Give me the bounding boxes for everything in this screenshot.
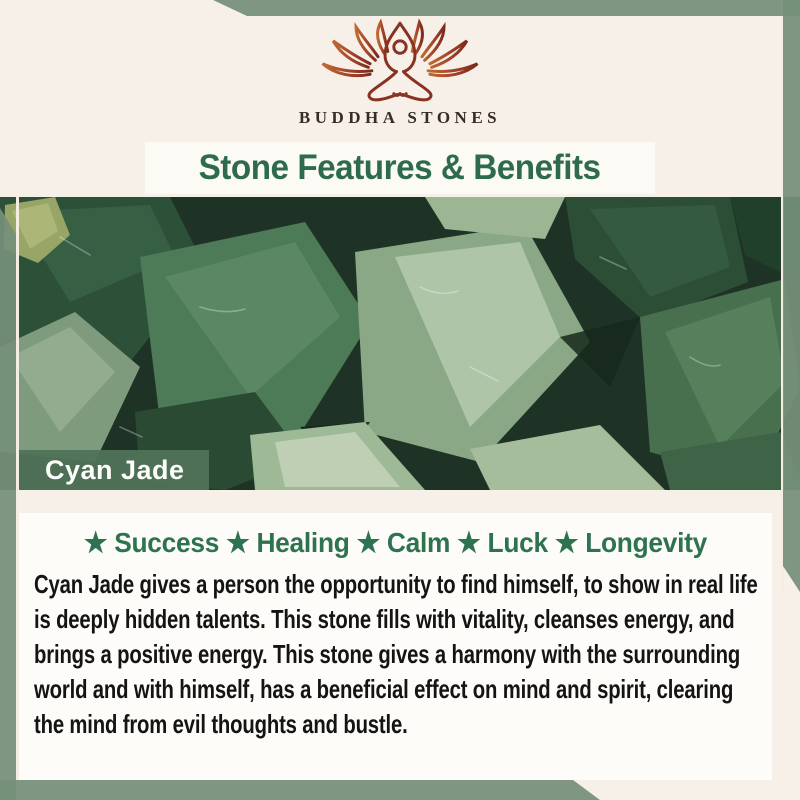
lotus-meditation-icon [305, 18, 495, 106]
content-panel [18, 513, 772, 780]
frame-right-bar [783, 0, 800, 592]
title-banner [145, 142, 655, 194]
brand-logo [0, 18, 800, 128]
photo-caption-badge [18, 450, 209, 490]
frame-top-bar [213, 0, 800, 16]
frame-bottom-bar [0, 780, 600, 800]
brand-name: BUDDHA STONES [298, 108, 502, 127]
frame-left-bar [0, 208, 16, 800]
frame-left-gap-line [16, 197, 19, 780]
page-title: Stone Features & Benefits [199, 148, 601, 187]
photo-caption: Cyan Jade [45, 454, 185, 485]
benefits-line [18, 526, 772, 559]
description-paragraph: Cyan Jade gives a person the opportunity to find himself, to show in real life is deeply hidden talents. This stone fills with vitality, cleanses energy, and brings a positive energy. This stone gives a harmony with the surrounding world and with himself, has a beneficial effect on mind and spirit, clearing the mind from evil thoughts and bustle. [34, 569, 758, 739]
cyan-jade-stones-photo [0, 197, 800, 490]
benefits-text: ★ Success ★ Healing ★ Calm ★ Luck ★ Longevity [83, 527, 707, 558]
